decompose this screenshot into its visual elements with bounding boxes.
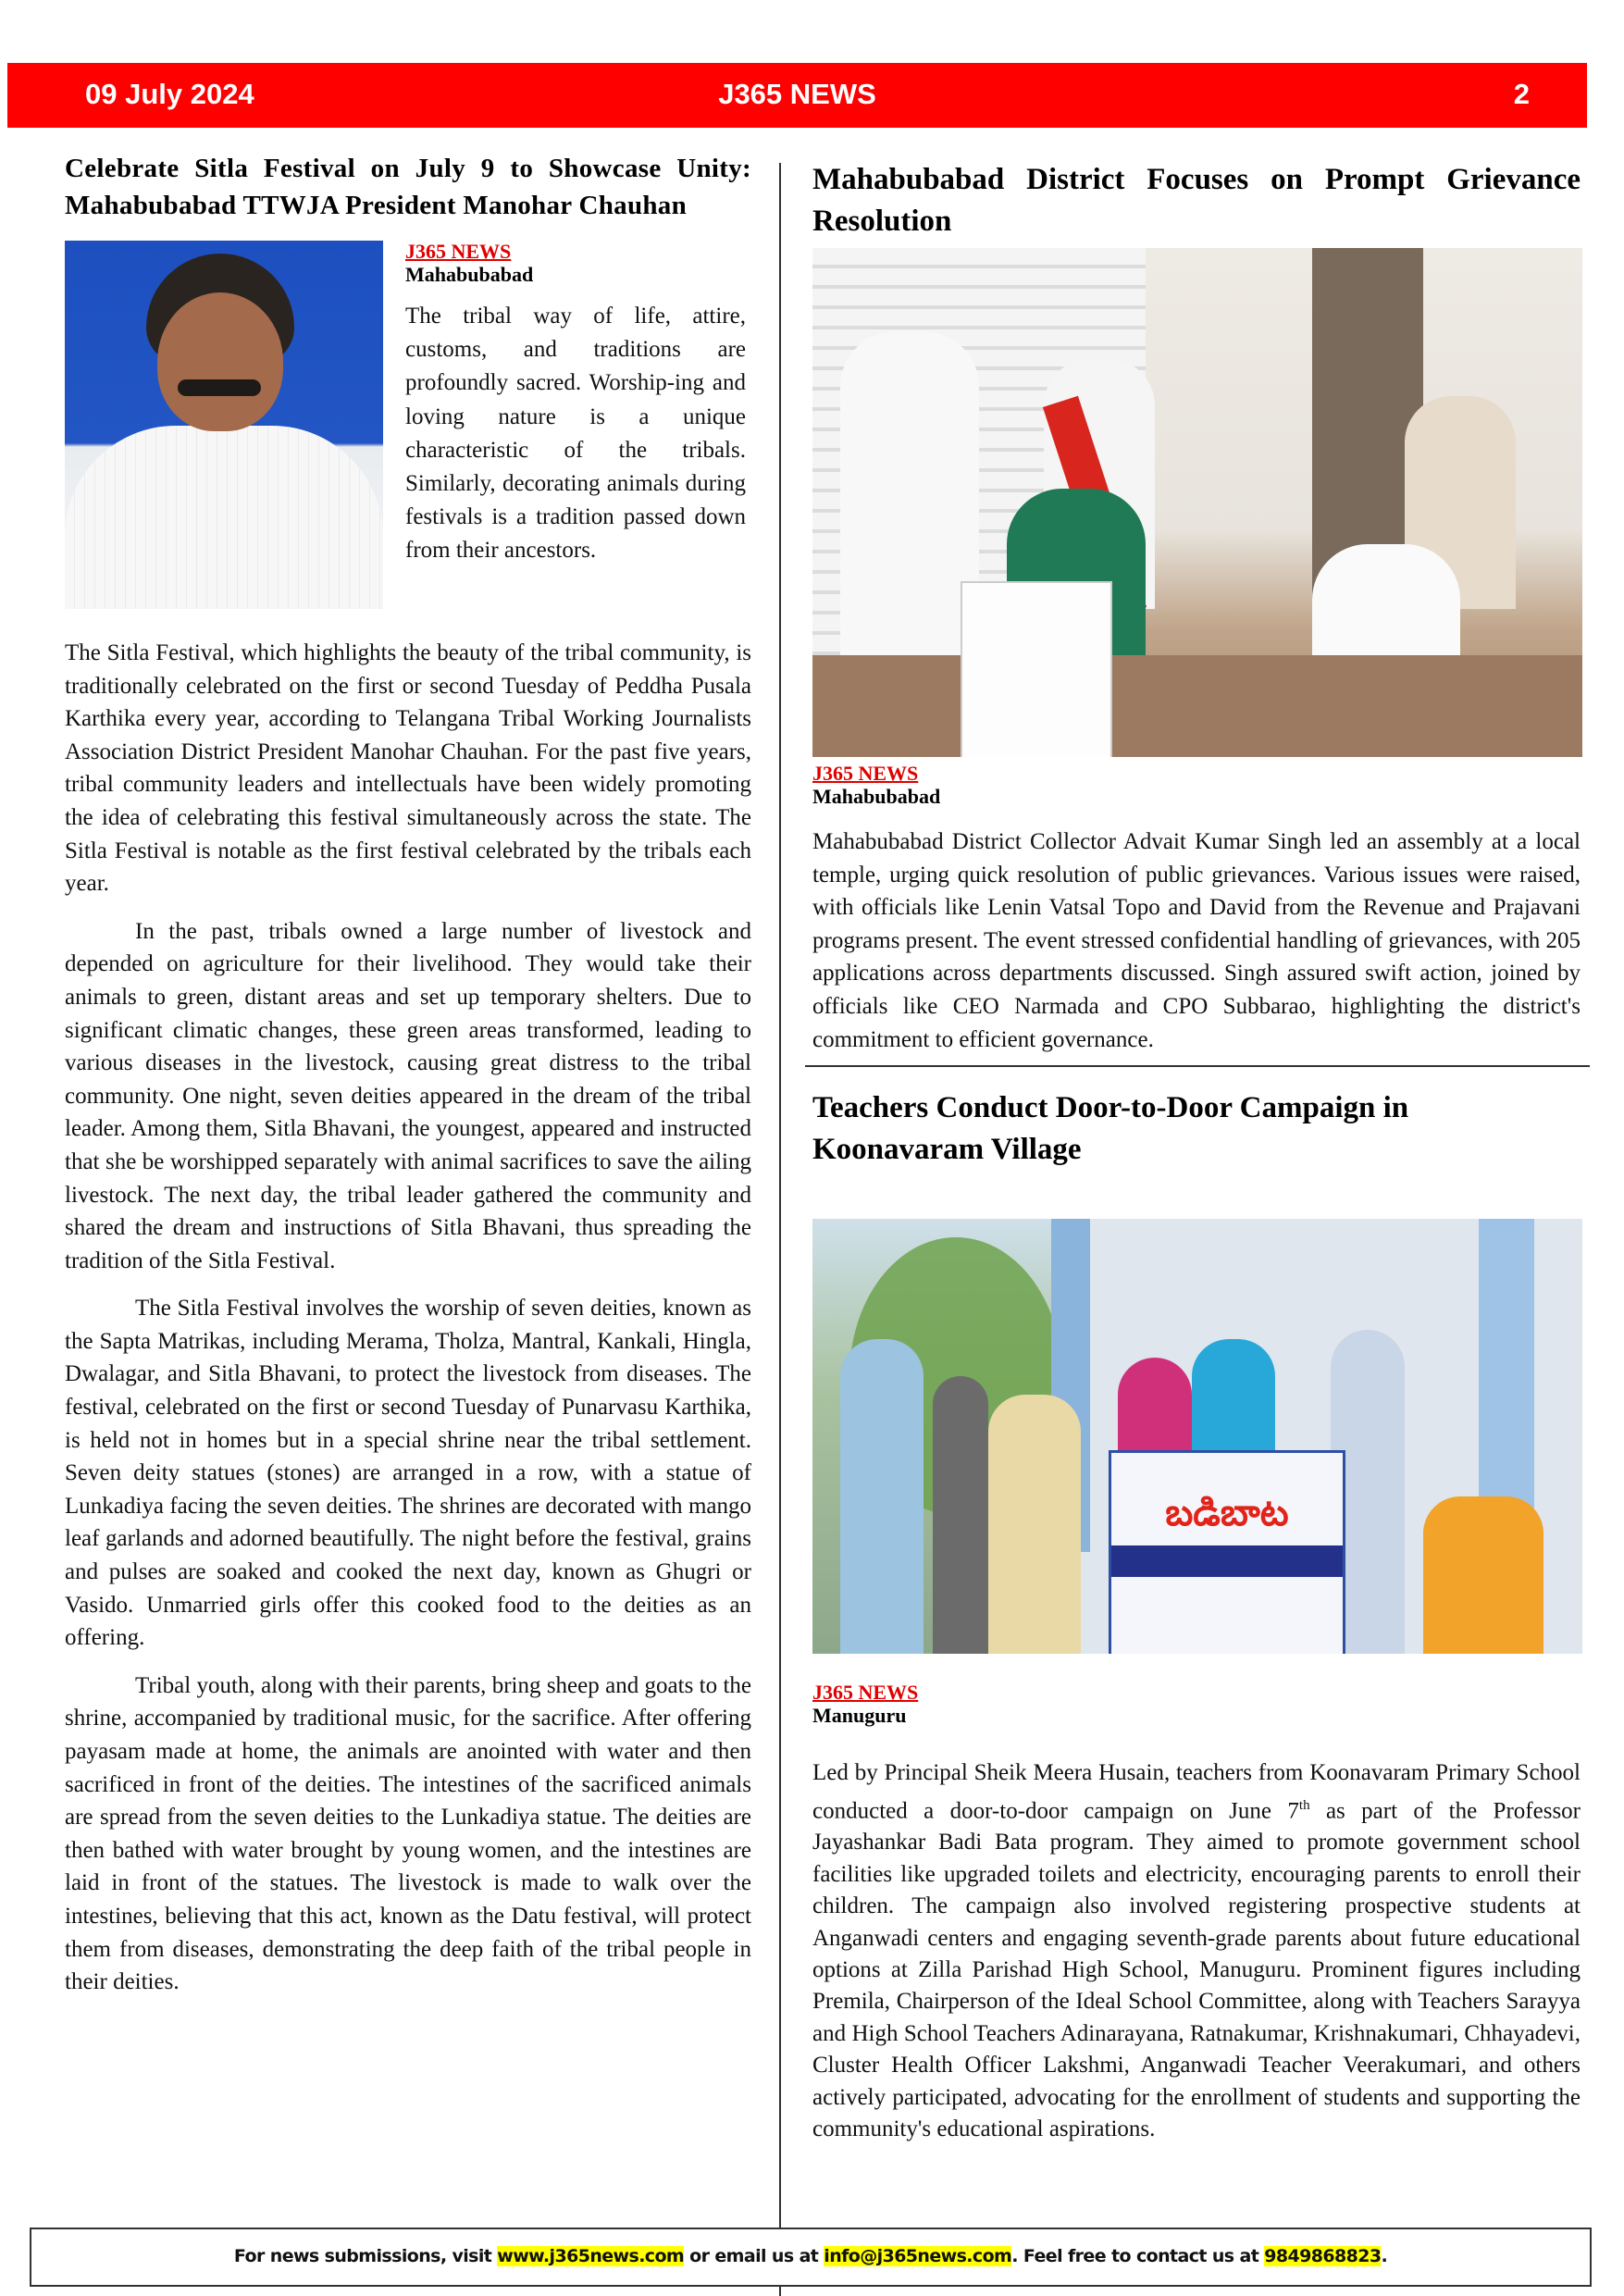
article-door-to-door-campaign (812, 1087, 1581, 2145)
lead-paragraph: The tribal way of life, attire, customs, and traditions are profoundly sacred. Worship-ing and loving nature is a unique characteristic of the tribals. Similarly, decorating animals during festivals is a tradition passed down from their ancestors. (405, 304, 746, 564)
byline-place: Manuguru (812, 1704, 907, 1728)
campaign-group-photo (812, 1219, 1582, 1654)
right-column (812, 159, 1581, 2145)
masthead-bar (7, 63, 1587, 128)
section-divider (805, 1065, 1590, 1067)
article-paragraph: Mahabubabad District Collector Advait Kumar Singh led an assembly at a local temple, urging quick resolution of public grievances. Various issues were raised, with officials like Lenin Vatsal Topo and David from the Revenue and Prajavani programs present. The event stressed confidential handling of grievances, with 205 applications across departments discussed. Singh assured swift action, joined by officials like CEO Narmada and CPO Subbarao, highlighting the district's commitment to efficient governance. (812, 829, 1581, 1052)
article-paragraph (812, 1757, 1581, 2145)
article-grievance-resolution (812, 159, 1581, 1056)
portrait-photo (65, 241, 383, 609)
byline-source: J365 NEWS (405, 240, 512, 263)
website-link[interactable]: www.j365news.com (497, 2246, 685, 2266)
article-headline: Mahabubabad District Focuses on Prompt Grievance Resolution (812, 163, 1581, 238)
paragraph-text: as part of the Professor Jayashankar Badi Bata program. They aimed to promote government school facilities like upgraded toilets and electricity, encouraging parents to enroll their children. The campaign also involved registering prospective students at Anganwadi centers and engaging seventh-grade parents about future educational options at Zilla Parishad High School, Manuguru. Prominent figures including Premila, Chairperson of the Ideal School Committee, along with Teachers Sarayya and High School Teachers Adinarayana, Ratnakumar, Krishnakumari, Chhayadevi, Cluster Health Officer Lakshmi, Anganwadi Teacher Veerakumari, and others actively participated, advocating for the enrollment of students and supporting the community's educational aspirations. (812, 1797, 1581, 2141)
footer-text: or email us at (684, 2246, 824, 2266)
contact-footer (30, 2228, 1592, 2287)
article-paragraph: The Sitla Festival involves the worship of seven deities, known as the Sapta Matrikas, including Merama, Tholza, Mantral, Kankali, Hingla, Dwalagar, and Sitla Bhavani, to protect the livestock from diseases. The festival, celebrated on the first or second Tuesday of Punarvasu Karthika, is held not in homes but in a special shrine near the tribal settlement. Seven deity statues (stones) are arranged in a row, with a statue of Lunkadiya facing the seven deities. The shrines are decorated with mango leaf garlands and adorned beautifully. The night before the festival, grains and pulses are soaked and cooked the next day, known as Ghugri or Vasido. Unmarried girls offer this cooked food to the deities as an offering. (65, 1296, 751, 1651)
email-link[interactable]: info@j365news.com (824, 2246, 1012, 2266)
article-headline: Celebrate Sitla Festival on July 9 to Showcase Unity: Mahabubabad TTWJA President Manohar Chauhan (65, 154, 751, 220)
footer-text: . (1381, 2246, 1388, 2266)
footer-text: . Feel free to contact us at (1011, 2246, 1265, 2266)
byline-place: Mahabubabad (812, 785, 941, 808)
article-headline: Teachers Conduct Door-to-Door Campaign in Koonavaram Village (812, 1091, 1409, 1167)
grievance-meeting-photo (812, 248, 1582, 757)
paragraph-text: Led by Principal Sheik Meera Husain, teachers from Koonavaram Primary School conducted a door-to-door campaign on June 7 (812, 1760, 1581, 1823)
lead-text (405, 241, 746, 568)
badi-bata-banner (1109, 1450, 1345, 1654)
byline-source: J365 NEWS (812, 1681, 919, 1705)
article-paragraph: In the past, tribals owned a large number of livestock and depended on agriculture for their livelihood. They would take their animals to green, distant areas and set up temporary shelters. Due to significant climatic changes, these green areas transformed, leading to various diseases in the livestock, causing great distress to the tribal community. One night, seven deities appeared in the dream of the tribal leader. Among them, Sitla Bhavani, the youngest, appeared and instructed that she be worshipped separately with animal sacrifices to save the ailing livestock. The next day, the tribal leader gathered the community and shared the dream and instructions of Sitla Bhavani, thus spreading the tradition of the Sitla Festival. (65, 918, 751, 1273)
page-number: 2 (1513, 78, 1530, 110)
byline-source: J365 NEWS (812, 762, 919, 785)
footer-text: For news submissions, visit (233, 2246, 498, 2266)
article-paragraph: Tribal youth, along with their parents, bring sheep and goats to the shrine, accompanied by traditional music, for the sacrifice. After offering payasam made at home, the animals are anointed with water and then sacrificed in front of the deities. The intestines of the sacrificed animals are spread from the seven deities to the Lunkadiya statue. The deities are then bathed with water brought by young women, and the intestines are laid in front of the statues. The livestock is made to walk over the intestines, believing that this act, known as the Datu festival, will protect them from diseases, demonstrating the deep faith of the tribal people in their deities. (65, 1672, 751, 1995)
column-divider (779, 163, 781, 2296)
lead-block (65, 241, 751, 629)
newspaper-name: J365 NEWS (718, 78, 876, 110)
byline-place: Mahabubabad (405, 263, 534, 286)
phone-number[interactable]: 9849868823 (1264, 2246, 1382, 2266)
issue-date: 09 July 2024 (85, 78, 254, 110)
article-sitla-festival (65, 150, 751, 1999)
ordinal-suffix: th (1298, 1797, 1310, 1813)
article-paragraph: The Sitla Festival, which highlights the beauty of the tribal community, is traditionally celebrated on the first or second Tuesday of Peddha Pusala Karthika every year, according to Telangana Tribal Working Journalists Association District President Manohar Chauhan. For the past five years, tribal community leaders and intellectuals have been widely promoting the idea of celebrating this festival simultaneously across the state. The Sitla Festival is notable as the first festival celebrated by the tribals each year. (65, 640, 751, 897)
banner-title: బడిబాట (1165, 1492, 1289, 1535)
